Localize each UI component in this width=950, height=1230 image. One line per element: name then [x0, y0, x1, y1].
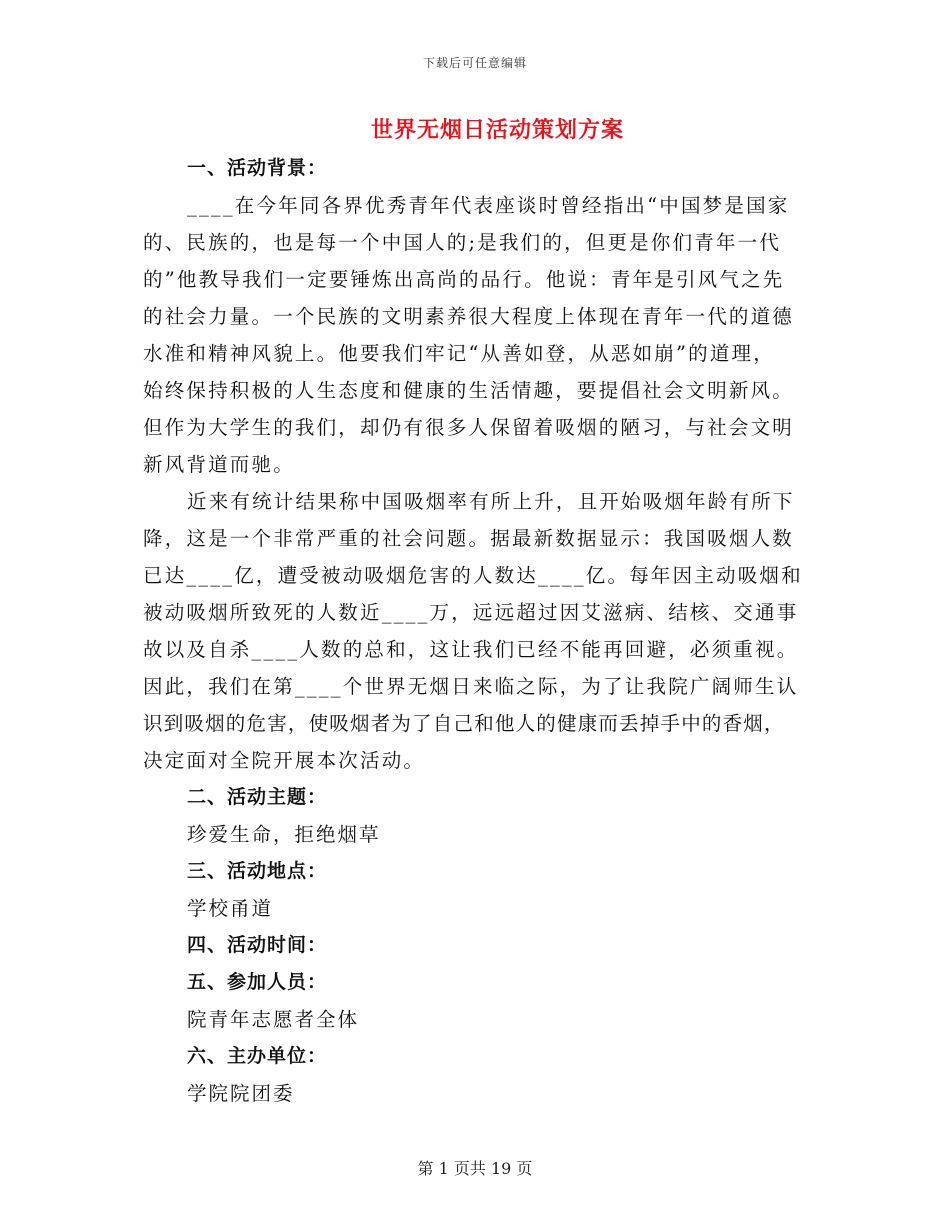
location-text: 学校甬道 — [187, 897, 274, 920]
document-title: 世界无烟日活动策划方案 — [370, 117, 624, 143]
theme-text: 珍爱生命，拒绝烟草 — [187, 823, 381, 846]
text-line: 新风背道而驰。 — [143, 453, 295, 476]
text-line: 近来有统计结果称中国吸烟率有所上升，且开始吸烟年龄有所下 — [187, 490, 795, 513]
section-heading-participants: 五、参加人员： — [187, 971, 328, 993]
document-body — [143, 150, 808, 1112]
text-line: ____在今年同各界优秀青年代表座谈时曾经指出“中国梦是国家 — [187, 194, 790, 217]
header-note: 下载后可任意编辑 — [422, 56, 527, 70]
section-heading-time: 四、活动时间： — [187, 934, 328, 956]
section-heading-location: 三、活动地点： — [187, 860, 328, 882]
text-line: 被动吸烟所致死的人数近____万，远远超过因艾滋病、结核、交通事 — [143, 601, 799, 624]
background-paragraph-2 — [143, 483, 808, 779]
section-heading-organizer: 六、主办单位： — [187, 1045, 328, 1067]
text-line: 识到吸烟的危害，使吸烟者为了自己和他人的健康而丢掉手中的香烟， — [143, 712, 785, 735]
text-line: 已达____亿，遭受被动吸烟危害的人数达____亿。每年因主动吸烟和 — [143, 564, 803, 587]
organizer-text: 学院院团委 — [187, 1082, 295, 1105]
background-paragraph-1 — [143, 187, 808, 483]
text-line: 故以及自杀____人数的总和，这让我们已经不能再回避，必须重视。 — [143, 638, 799, 661]
text-line: 的社会力量。一个民族的文明素养很大程度上体现在青年一代的道德 — [143, 305, 795, 328]
text-line: 但作为大学生的我们，却仍有很多人保留着吸烟的陋习，与社会文明 — [143, 416, 795, 439]
section-heading-background: 一、活动背景： — [187, 157, 328, 179]
text-line: 降，这是一个非常严重的社会问题。据最新数据显示：我国吸烟人数 — [143, 527, 795, 550]
participants-text: 院青年志愿者全体 — [187, 1008, 360, 1031]
text-line: 决定面对全院开展本次活动。 — [143, 749, 426, 772]
section-heading-theme: 二、活动主题： — [187, 786, 328, 808]
page-footer: 第 1 页共 19 页 — [417, 1159, 533, 1178]
text-line: 水准和精神风貌上。他要我们牢记“从善如登，从恶如崩”的道理， — [143, 342, 775, 365]
text-line: 的”他教导我们一定要锤炼出高尚的品行。他说：青年是引风气之先 — [143, 268, 785, 291]
text-line: 始终保持积极的人生态度和健康的生活情趣，要提倡社会文明新风。 — [143, 379, 795, 402]
text-line: 的、民族的，也是每一个中国人的;是我们的，但更是你们青年一代 — [143, 231, 782, 254]
text-line: 因此，我们在第____个世界无烟日来临之际，为了让我院广阔师生认 — [143, 675, 799, 698]
